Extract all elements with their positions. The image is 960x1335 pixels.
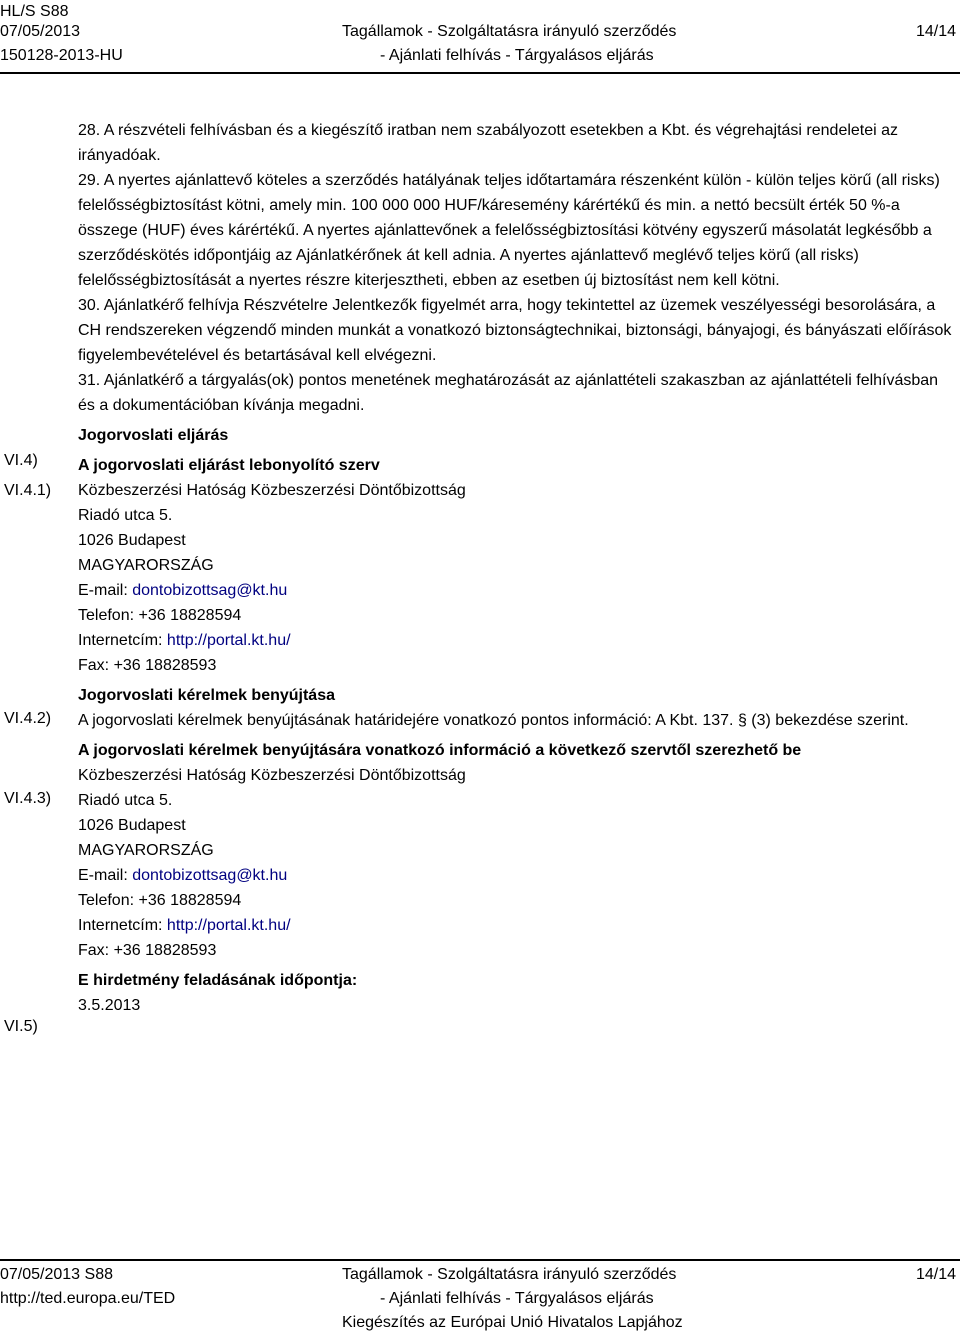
paragraph-30: 30. Ajánlatkérő felhívja Részvételre Jelentkezők figyelmét arra, hogy tekintettel az üzemek veszélyességi besorolására, a CH rendszereken végzendő minden munkát a vonatkozó biztonságtechnikai, biztonsági, bányajogi, és bányászati előírások figyelembevételével és betartásával kell elvégezni.	[78, 297, 952, 364]
document-body	[78, 118, 958, 1018]
header-notice-id: 150128-2013-HU	[0, 47, 123, 64]
header-title-line2: - Ajánlati felhívás - Tárgyalásos eljárás	[380, 47, 654, 64]
vi43-phone: Telefon: +36 18828594	[78, 892, 242, 909]
section-label-vi41: VI.4.1)	[4, 482, 52, 499]
vi41-web-row	[78, 628, 958, 653]
vi43-fax: Fax: +36 18828593	[78, 942, 217, 959]
page-header	[0, 0, 960, 72]
section-label-vi42: VI.4.2)	[4, 710, 52, 727]
header-title-line1: Tagállamok - Szolgáltatásra irányuló szerződés	[342, 23, 677, 40]
vi41-fax: Fax: +36 18828593	[78, 657, 217, 674]
vi43-web-label: Internetcím:	[78, 917, 167, 934]
vi41-email-link[interactable]: dontobizottsag@kt.hu	[132, 582, 288, 599]
vi41-phone: Telefon: +36 18828594	[78, 607, 242, 624]
vi41-web-link[interactable]: http://portal.kt.hu/	[166, 632, 291, 649]
vi41-city: 1026 Budapest	[78, 532, 186, 549]
section-label-vi5: VI.5)	[4, 1018, 38, 1035]
vi41-street: Riadó utca 5.	[78, 507, 173, 524]
vi43-street: Riadó utca 5.	[78, 792, 173, 809]
vi5-heading: E hirdetmény feladásának időpontja:	[78, 972, 358, 989]
section-label-vi43: VI.4.3)	[4, 790, 52, 807]
header-series: HL/S S88	[0, 3, 69, 20]
footer-rule	[0, 1259, 960, 1261]
vi41-email-label: E-mail:	[78, 582, 133, 599]
header-date: 07/05/2013	[0, 23, 81, 40]
paragraph-28: 28. A részvételi felhívásban és a kiegészítő iratban nem szabályozott esetekben a Kbt. és végrehajtási rendeletei az irányadóak.	[78, 122, 899, 164]
vi43-org: Közbeszerzési Hatóság Közbeszerzési Döntőbizottság	[78, 767, 466, 784]
vi41-org: Közbeszerzési Hatóság Közbeszerzési Döntőbizottság	[78, 482, 466, 499]
vi41-heading: A jogorvoslati eljárást lebonyolító szerv	[78, 457, 380, 474]
footer-supplement: Kiegészítés az Európai Unió Hivatalos Lapjához	[342, 1314, 683, 1331]
vi42-heading: Jogorvoslati kérelmek benyújtása	[78, 687, 335, 704]
vi43-heading: A jogorvoslati kérelmek benyújtására vonatkozó információ a következő szervtől szerezhető be	[78, 742, 802, 759]
vi43-email-row	[78, 863, 958, 888]
section-label-vi4: VI.4)	[4, 452, 38, 469]
vi41-country: MAGYARORSZÁG	[78, 557, 214, 574]
footer-page-number: 14/14	[915, 1266, 956, 1283]
vi43-web-row	[78, 913, 958, 938]
header-rule	[0, 72, 960, 74]
vi43-email-label: E-mail:	[78, 867, 133, 884]
vi43-city: 1026 Budapest	[78, 817, 186, 834]
footer-url: http://ted.europa.eu/TED	[0, 1290, 176, 1307]
paragraph-31: 31. Ajánlatkérő a tárgyalás(ok) pontos menetének meghatározását az ajánlattételi szakaszban az ajánlattételi felhívásban és a dokumentációban kívánja megadni.	[78, 372, 939, 414]
footer-title-line2: - Ajánlati felhívás - Tárgyalásos eljárás	[380, 1290, 654, 1307]
vi4-heading: Jogorvoslati eljárás	[78, 427, 229, 444]
paragraph-29: 29. A nyertes ajánlattevő köteles a szerződés hatályának teljes időtartamára részenként külön - külön teljes körű (all risks) felelősségbiztosítást kötni, amely min. 100 000 000 HUF/káresemény kárértékű és min. a nettó becsült érték 50 %-a összege (HUF) éves kárértékű. A nyertes ajánlattevőnek a felelősségbiztosítási kötvény egyszerű másolatát legkésőbb a szerződéskötés időpontjáig az Ajánlatkérőnek át kell adnia. A nyertes ajánlattevő meglévő teljes körű (all risks) felelősségbiztosítását a nyertes részre kiterjesztheti, ebben az esetben új biztosítást nem kell kötni.	[78, 172, 940, 289]
footer-date-issue: 07/05/2013 S88	[0, 1266, 113, 1283]
footer-title-line1: Tagállamok - Szolgáltatásra irányuló szerződés	[342, 1266, 677, 1283]
vi43-email-link[interactable]: dontobizottsag@kt.hu	[132, 867, 288, 884]
vi41-web-label: Internetcím:	[78, 632, 167, 649]
vi43-country: MAGYARORSZÁG	[78, 842, 214, 859]
vi43-web-link[interactable]: http://portal.kt.hu/	[166, 917, 291, 934]
vi41-email-row	[78, 578, 958, 603]
vi5-date: 3.5.2013	[78, 997, 141, 1014]
header-page-number: 14/14	[915, 23, 956, 40]
vi42-text: A jogorvoslati kérelmek benyújtásának határidejére vonatkozó pontos információ: A Kbt. 137. § (3) bekezdése szerint.	[78, 712, 909, 729]
